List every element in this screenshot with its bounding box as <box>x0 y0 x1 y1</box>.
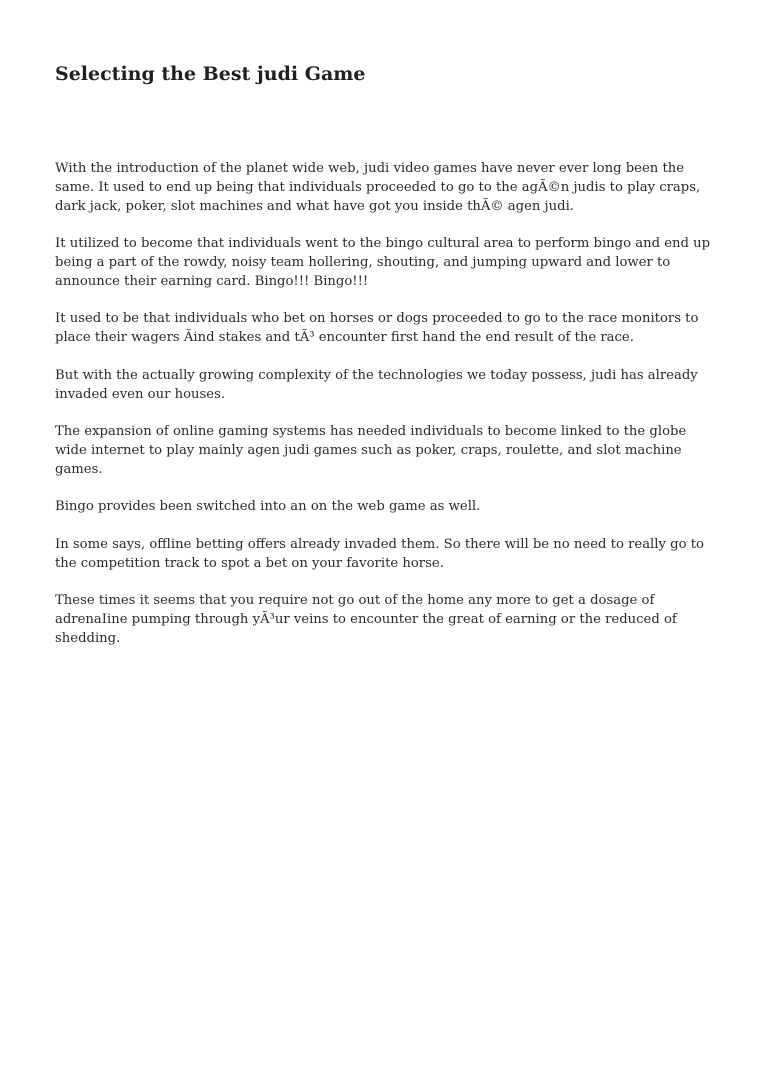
paragraph-3: It used to be that individuals who bet on horses or dogs proceeded to go to the race monitors to place their wagers Ãind stakes and tÃ³ encounter first hand the end result of the race. <box>55 311 699 346</box>
paragraph-4: But with the actually growing complexity of the technologies we today possess, judi has already invaded even our houses. <box>55 367 698 402</box>
document-page <box>55 0 715 667</box>
paragraph-2: It utilized to become that individuals went to the bingo cultural area to perform bingo and end up being a part of the rowdy, noisy team hollering, shouting, and jumping upward and lower to announce their earning card. Bingo!!! Bingo!!! <box>55 236 711 290</box>
document-title: Selecting the Best judi Game <box>55 63 366 85</box>
paragraph-8: These times it seems that you require not go out of the home any more to get a dosage of adrenaIine pumping through yÃ³ur veins to encounter the great of earning or the reduced of shedding. <box>55 593 677 646</box>
document-body <box>55 160 715 649</box>
paragraph-7: In some says, offline betting offers already invaded them. So there will be no need to really go to the competition track to spot a bet on your favorite horse. <box>55 536 704 571</box>
paragraph-6: Bingo provides been switched into an on the web game as well. <box>55 499 481 515</box>
paragraph-5: The expansion of online gaming systems has needed individuals to become linked to the globe wide internet to play mainly agen judi games such as poker, craps, roulette, and slot machine games. <box>55 424 687 477</box>
paragraph-1: With the introduction of the planet wide web, judi video games have never ever long been the same. It used to end up being that individuals proceeded to go to the agÃ©n judis to play craps, dark jack, poker, slot machines and what have got you inside thÃ© agen judi. <box>55 161 701 214</box>
